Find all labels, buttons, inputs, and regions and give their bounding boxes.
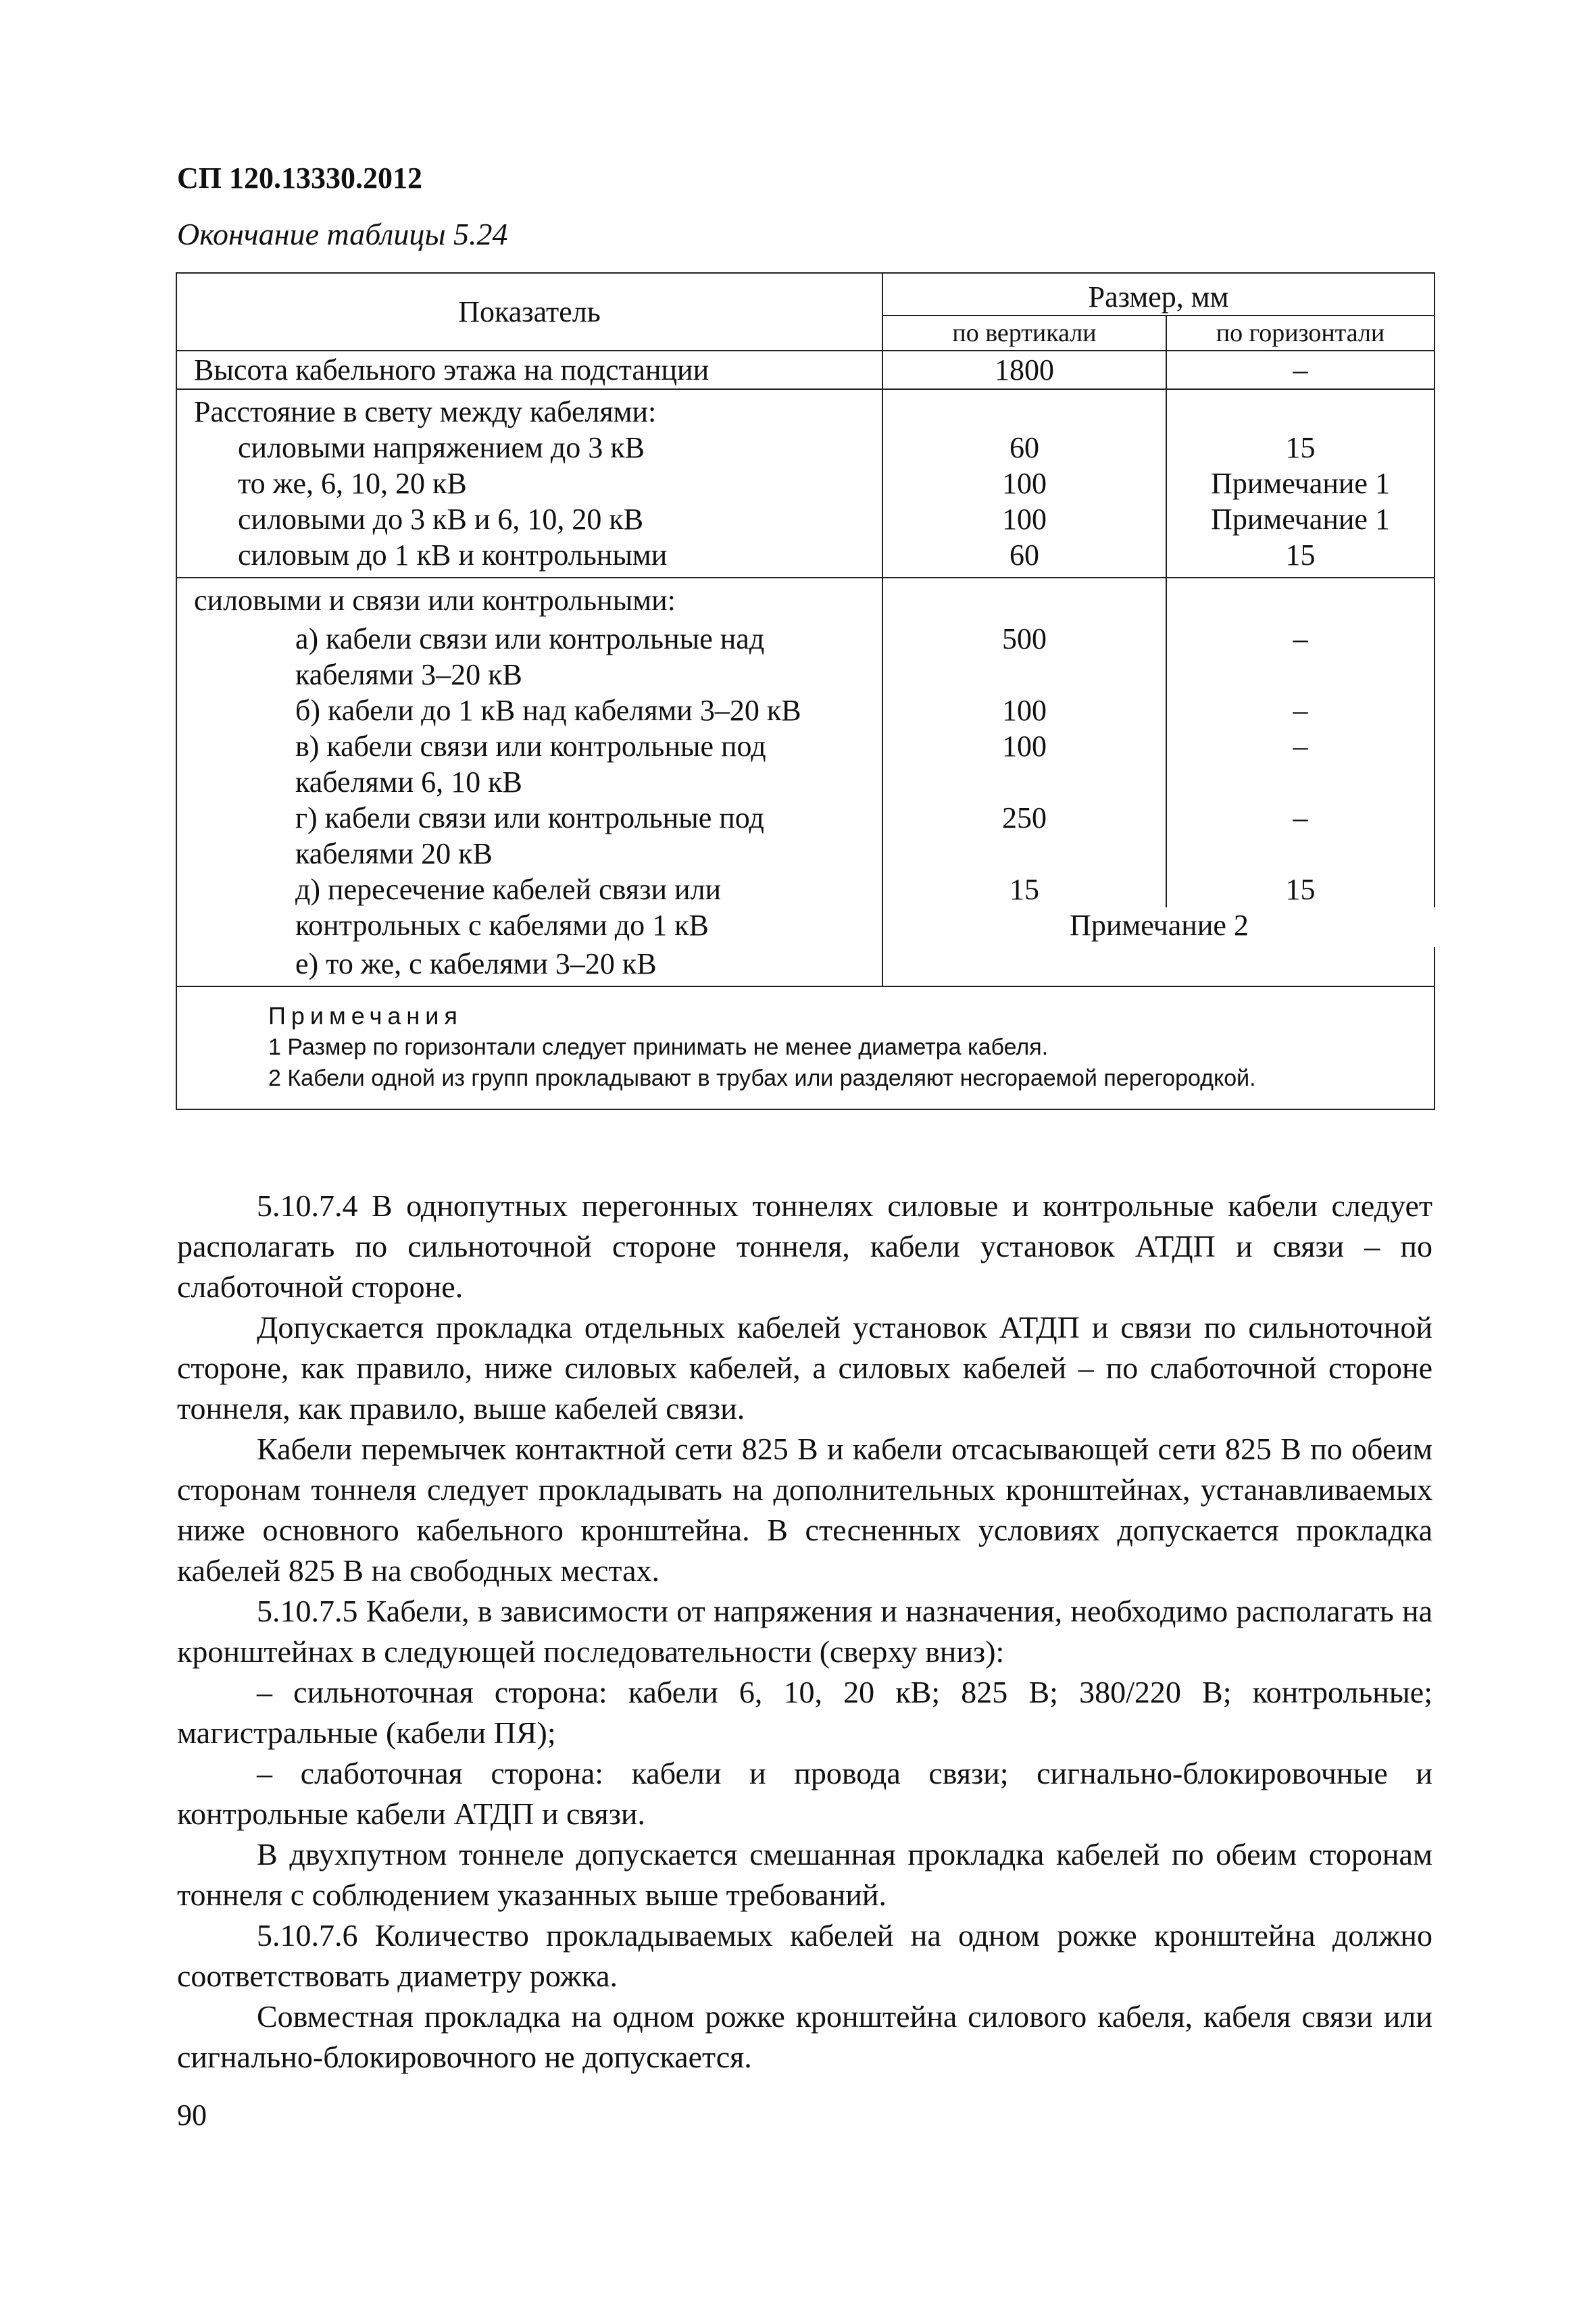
group1-row-horizontal: Примечание 1 (1211, 467, 1390, 500)
group2-row-vertical: 100 (1001, 730, 1047, 763)
group2-row-vertical: 250 (1001, 801, 1047, 834)
body-text (177, 1186, 1432, 2078)
group2-row-label-cont: кабелями 20 кВ (295, 837, 493, 870)
group2-title: силовыми и связи или контрольными: (194, 584, 676, 617)
group2-last-merged: Примечание 2 (883, 907, 1435, 947)
paragraph: Кабели перемычек контактной сети 825 В и кабели отсасывающей сети 825 В по обеим сторонам тоннеля следует прокладывать на дополнительных кронштейнах, устанавливаемых ниже основного кабельного кронштейна. В стесненных условиях допускается прокладка кабелей 825 В на свободных местах. (177, 1432, 1432, 1588)
group2-row-label-cont: контрольных с кабелями до 1 кВ (295, 909, 709, 942)
group2-row-label-cont: кабелями 3–20 кВ (295, 658, 522, 691)
group2-last-label: е) то же, с кабелями 3–20 кВ (295, 947, 657, 980)
header-indicator: Показатель (176, 273, 882, 351)
group2-row-vertical: 15 (1009, 873, 1039, 906)
group2-row-label: б) кабели до 1 кВ над кабелями 3–20 кВ (295, 694, 801, 727)
group2-row-horizontal: – (1293, 801, 1308, 834)
paragraph: 5.10.7.6 Количество прокладываемых кабелей на одном рожке кронштейна должно соответствовать диаметру рожка. (177, 1918, 1432, 1993)
group1-row-label: силовыми до 3 кВ и 6, 10, 20 кВ (238, 503, 644, 536)
header-vertical: по вертикали (882, 316, 1166, 351)
cable-spacing-table (176, 272, 1435, 1110)
group1-row-horizontal: 15 (1285, 431, 1316, 464)
group2-row-horizontal: 15 (1285, 873, 1316, 906)
header-horizontal: по горизонтали (1166, 316, 1435, 351)
paragraph: – слаботочная сторона: кабели и провода связи; сигнально-блокировочные и контрольные кабели АТДП и связи. (177, 1756, 1432, 1831)
paragraph: – сильноточная сторона: кабели 6, 10, 20 кВ; 825 В; 380/220 В; контрольные; магистральные (кабели ПЯ); (177, 1675, 1432, 1750)
row-height-label: Высота кабельного этажа на подстанции (176, 351, 882, 389)
group1-row-horizontal: 15 (1285, 538, 1316, 572)
group2-row-label: д) пересечение кабелей связи или (295, 873, 722, 906)
group1-title: Расстояние в свету между кабелями: (194, 395, 657, 428)
group2-row-label: г) кабели связи или контрольные под (295, 801, 764, 834)
group2-row-label-cont: кабелями 6, 10 кВ (295, 765, 522, 799)
group1-row-label: силовым до 1 кВ и контрольными (238, 538, 668, 572)
paragraph: Допускается прокладка отдельных кабелей установок АТДП и связи по сильноточной стороне, как правило, ниже силовых кабелей, а силовых кабелей – по слаботочной стороне тоннеля, как правило, выше кабелей связи. (177, 1310, 1432, 1426)
row-height-horizontal: – (1166, 351, 1435, 389)
header-size: Размер, мм (882, 273, 1435, 316)
document-code: СП 120.13330.2012 (177, 161, 422, 195)
paragraph: В двухпутном тоннеле допускается смешанная прокладка кабелей по обеим сторонам тоннеля с соблюдением указанных выше требований. (177, 1837, 1432, 1912)
group2-row-vertical: 100 (1001, 694, 1047, 727)
group2-labels (176, 578, 882, 986)
group1-row-vertical: 60 (1009, 431, 1039, 464)
group2-row-vertical: 500 (1001, 622, 1047, 655)
group2-row-horizontal: – (1293, 730, 1308, 763)
row-height-vertical: 1800 (882, 351, 1166, 389)
group2-row-label: а) кабели связи или контрольные над (295, 622, 765, 655)
group2-row-horizontal: – (1293, 694, 1308, 727)
group1-row-vertical: 100 (1002, 467, 1047, 500)
group1-row-horizontal: Примечание 1 (1211, 503, 1390, 536)
group1-labels (176, 389, 882, 578)
group2-row-horizontal: – (1293, 622, 1308, 655)
group1-row-vertical: 100 (1002, 503, 1047, 536)
note-2: 2 Кабели одной из групп прокладывают в трубах или разделяют несгораемой перегородкой. (268, 1065, 1256, 1091)
group1-row-label: то же, 6, 10, 20 кВ (238, 467, 467, 500)
group1-row-label: силовыми напряжением до 3 кВ (238, 431, 645, 464)
page-number: 90 (177, 2098, 207, 2132)
note-1: 1 Размер по горизонтали следует принимать не менее диаметра кабеля. (268, 1034, 1049, 1060)
paragraph: 5.10.7.5 Кабели, в зависимости от напряжения и назначения, необходимо располагать на кронштейнах в следующей последовательности (сверху вниз): (177, 1594, 1432, 1669)
table-notes (176, 986, 1435, 1109)
notes-title: Примечания (268, 1002, 463, 1030)
group1-row-vertical: 60 (1009, 538, 1039, 572)
group1-vertical (882, 389, 1166, 578)
table-caption: Окончание таблицы 5.24 (177, 217, 508, 251)
group2-row-label: в) кабели связи или контрольные под (295, 730, 766, 763)
paragraph: Совместная прокладка на одном рожке кронштейна силового кабеля, кабеля связи или сигнально-блокировочного не допускается. (177, 1999, 1432, 2074)
paragraph: 5.10.7.4 В однопутных перегонных тоннелях силовые и контрольные кабели следует располагать по сильноточной стороне тоннеля, кабели установок АТДП и связи – по слаботочной стороне. (177, 1188, 1432, 1304)
group1-horizontal (1166, 389, 1435, 578)
group2-values (882, 578, 1435, 986)
